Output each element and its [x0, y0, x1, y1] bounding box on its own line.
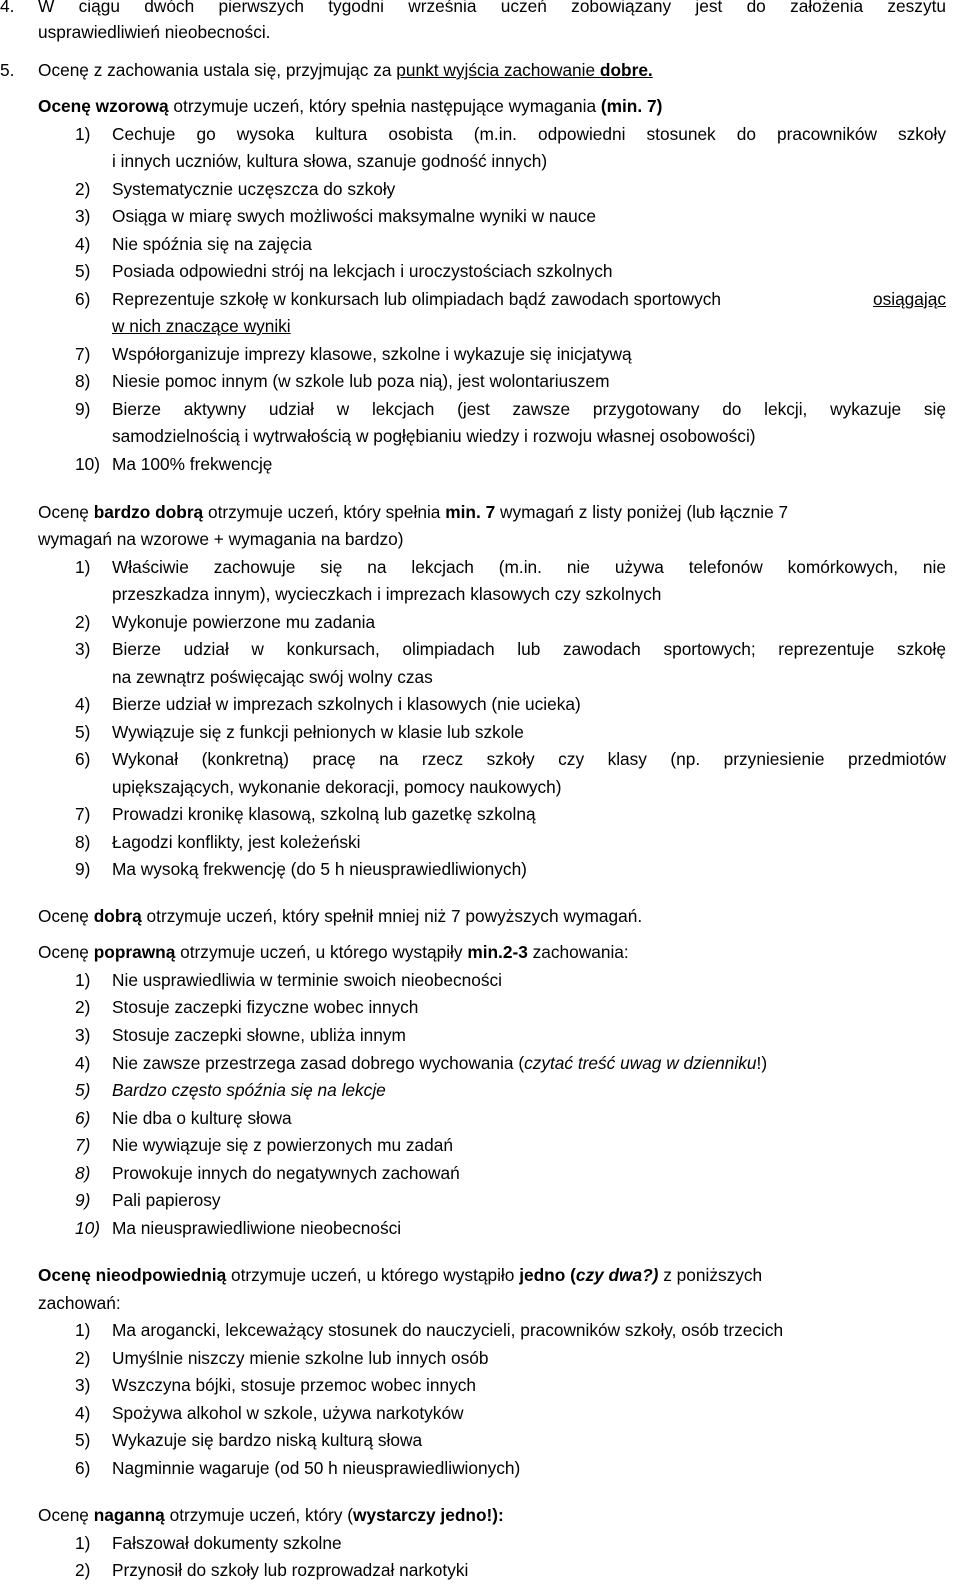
- list-number: 7): [75, 344, 91, 364]
- poprawna-item-7: Nie wywiązuje się z powierzonych mu zadań: [112, 1135, 453, 1155]
- list-number: 3): [75, 1375, 91, 1395]
- wzorowa-item-1-cont: i innych uczniów, kultura słowa, szanuje godność innych): [112, 151, 548, 171]
- naganna-item-1: Fałszował dokumenty szkolne: [112, 1533, 342, 1553]
- bardzo-dobra-item-8: Łagodzi konflikty, jest koleżeński: [112, 832, 361, 852]
- list-number: 2): [75, 179, 91, 199]
- list-number: 5.: [0, 60, 15, 80]
- list-number: 5): [75, 1080, 91, 1100]
- bardzo-dobra-item-1: Właściwie zachowuje się na lekcjach (m.in. nie używa telefonów komórkowych, nie: [112, 557, 946, 577]
- nieodpowiednia-item-6: Nagminnie wagaruje (od 50 h nieusprawiedliwionych): [112, 1458, 521, 1478]
- underlined-text: osiągając: [872, 289, 946, 309]
- list-number: 3): [75, 1025, 91, 1045]
- poprawna-item-4: Nie zawsze przestrzega zasad dobrego wychowania (czytać treść uwag w dzienniku!): [112, 1053, 768, 1073]
- naganna-item-2: Przynosił do szkoły lub rozprowadzał narkotyki: [112, 1560, 469, 1580]
- list-number: 1): [75, 970, 91, 990]
- bardzo-dobra-item-5: Wywiązuje się z funkcji pełnionych w klasie lub szkole: [112, 722, 524, 742]
- heading-wzorowa: Ocenę wzorową otrzymuje uczeń, który spełnia następujące wymagania (min. 7): [38, 96, 663, 116]
- bardzo-dobra-item-6: Wykonał (konkretną) pracę na rzecz szkoły czy klasy (np. przyniesienie przedmiotów: [112, 749, 946, 769]
- wzorowa-item-9: Bierze aktywny udział w lekcjach (jest zawsze przygotowany do lekcji, wykazuje się: [112, 399, 946, 419]
- list-number: 9): [75, 399, 91, 419]
- wzorowa-item-7: Współorganizuje imprezy klasowe, szkolne i wykazuje się inicjatywą: [112, 344, 632, 364]
- list-number: 8): [75, 832, 91, 852]
- italic-text: czytać treść uwag w dzienniku: [524, 1053, 757, 1073]
- list-number: 6): [75, 1108, 91, 1128]
- list-number: 6): [75, 289, 91, 309]
- bardzo-dobra-item-9: Ma wysoką frekwencję (do 5 h nieusprawiedliwionych): [112, 859, 527, 879]
- poprawna-item-8: Prowokuje innych do negatywnych zachowań: [112, 1163, 460, 1183]
- wzorowa-item-5: Posiada odpowiedni strój na lekcjach i uroczystościach szkolnych: [112, 261, 613, 281]
- list-number: 5): [75, 722, 91, 742]
- intro-item-5: Ocenę z zachowania ustala się, przyjmując za punkt wyjścia zachowanie dobre.: [38, 60, 653, 80]
- poprawna-item-9: Pali papierosy: [112, 1190, 221, 1210]
- list-number: 5): [75, 261, 91, 281]
- list-number: 10): [75, 454, 100, 474]
- list-number: 8): [75, 1163, 91, 1183]
- wzorowa-item-3: Osiąga w miarę swych możliwości maksymalne wyniki w nauce: [112, 206, 597, 226]
- list-number: 9): [75, 859, 91, 879]
- list-number: 4): [75, 234, 91, 254]
- wzorowa-item-10: Ma 100% frekwencję: [112, 454, 273, 474]
- wzorowa-item-6: Reprezentuje szkołę w konkursach lub olimpiadach bądź zawodach sportowych osiągając: [112, 289, 946, 309]
- list-number: 9): [75, 1190, 91, 1210]
- list-number: 2): [75, 612, 91, 632]
- intro-item-4: W ciągu dwóch pierwszych tygodni września uczeń zobowiązany jest do założenia zeszytu: [38, 0, 946, 16]
- list-number: 4): [75, 1403, 91, 1423]
- list-number: 8): [75, 371, 91, 391]
- list-number: 4): [75, 694, 91, 714]
- list-number: 4): [75, 1053, 91, 1073]
- wzorowa-item-9-cont: samodzielnością i wytrwałością w pogłębianiu wiedzy i rozwoju własnej osobowości): [112, 426, 756, 446]
- underlined-text: punkt wyjścia zachowanie: [396, 60, 600, 80]
- list-number: 6): [75, 1458, 91, 1478]
- nieodpowiednia-item-1: Ma arogancki, lekceważący stosunek do nauczycieli, pracowników szkoły, osób trzecich: [112, 1320, 784, 1340]
- wzorowa-item-6-cont: w nich znaczące wyniki: [112, 316, 291, 336]
- list-number: 2): [75, 1560, 91, 1580]
- list-number: 1): [75, 124, 91, 144]
- nieodpowiednia-item-5: Wykazuje się bardzo niską kulturą słowa: [112, 1430, 423, 1450]
- list-number: 4.: [0, 0, 15, 16]
- heading-bardzo-dobra-cont: wymagań na wzorowe + wymagania na bardzo): [38, 529, 404, 549]
- bardzo-dobra-item-3-cont: na zewnątrz poświęcając swój wolny czas: [112, 667, 433, 687]
- heading-nieodpowiednia-cont: zachowań:: [38, 1293, 121, 1313]
- list-number: 1): [75, 557, 91, 577]
- list-number: 1): [75, 1533, 91, 1553]
- wzorowa-item-2: Systematycznie uczęszcza do szkoły: [112, 179, 396, 199]
- nieodpowiednia-item-4: Spożywa alkohol w szkole, używa narkotyków: [112, 1403, 464, 1423]
- bardzo-dobra-item-6-cont: upiększających, wykonanie dekoracji, pomocy naukowych): [112, 777, 562, 797]
- list-number: 3): [75, 206, 91, 226]
- heading-naganna: Ocenę naganną otrzymuje uczeń, który (wystarczy jedno!):: [38, 1505, 504, 1525]
- list-number: 5): [75, 1430, 91, 1450]
- poprawna-item-2: Stosuje zaczepki fizyczne wobec innych: [112, 997, 419, 1017]
- wzorowa-item-4: Nie spóźnia się na zajęcia: [112, 234, 312, 254]
- list-number: 3): [75, 639, 91, 659]
- bold-underlined-text: dobre.: [599, 60, 653, 80]
- poprawna-item-3: Stosuje zaczepki słowne, ubliża innym: [112, 1025, 406, 1045]
- list-number: 2): [75, 1348, 91, 1368]
- heading-bardzo-dobra: Ocenę bardzo dobrą otrzymuje uczeń, który spełnia min. 7 wymagań z listy poniżej (lub łącznie 7: [38, 502, 789, 522]
- bardzo-dobra-item-4: Bierze udział w imprezach szkolnych i klasowych (nie ucieka): [112, 694, 581, 714]
- wzorowa-item-8: Niesie pomoc innym (w szkole lub poza nią), jest wolontariuszem: [112, 371, 610, 391]
- poprawna-item-6: Nie dba o kulturę słowa: [112, 1108, 292, 1128]
- intro-item-4-cont: usprawiedliwień nieobecności.: [38, 22, 271, 42]
- list-number: 7): [75, 804, 91, 824]
- list-number: 7): [75, 1135, 91, 1155]
- list-number: 10): [75, 1218, 100, 1238]
- heading-nieodpowiednia: Ocenę nieodpowiednią otrzymuje uczeń, u którego wystąpiło jedno (czy dwa?) z poniższych: [38, 1265, 763, 1285]
- bardzo-dobra-item-2: Wykonuje powierzone mu zadania: [112, 612, 376, 632]
- list-number: 2): [75, 997, 91, 1017]
- nieodpowiednia-item-3: Wszczyna bójki, stosuje przemoc wobec innych: [112, 1375, 477, 1395]
- wzorowa-item-1: Cechuje go wysoka kultura osobista (m.in. odpowiedni stosunek do pracowników szkoły: [112, 124, 946, 144]
- list-number: 6): [75, 749, 91, 769]
- heading-poprawna: Ocenę poprawną otrzymuje uczeń, u którego wystąpiły min.2-3 zachowania:: [38, 942, 629, 962]
- nieodpowiednia-item-2: Umyślnie niszczy mienie szkolne lub innych osób: [112, 1348, 489, 1368]
- bardzo-dobra-item-3: Bierze udział w konkursach, olimpiadach lub zawodach sportowych; reprezentuje szkołę: [112, 639, 946, 659]
- bardzo-dobra-item-7: Prowadzi kronikę klasową, szkolną lub gazetkę szkolną: [112, 804, 536, 824]
- bardzo-dobra-item-1-cont: przeszkadza innym), wycieczkach i imprezach klasowych czy szkolnych: [112, 584, 662, 604]
- poprawna-item-10: Ma nieusprawiedliwione nieobecności: [112, 1218, 402, 1238]
- heading-dobra: Ocenę dobrą otrzymuje uczeń, który spełnił mniej niż 7 powyższych wymagań.: [38, 906, 643, 926]
- poprawna-item-1: Nie usprawiedliwia w terminie swoich nieobecności: [112, 970, 502, 990]
- list-number: 1): [75, 1320, 91, 1340]
- poprawna-item-5: Bardzo często spóźnia się na lekcje: [112, 1080, 386, 1100]
